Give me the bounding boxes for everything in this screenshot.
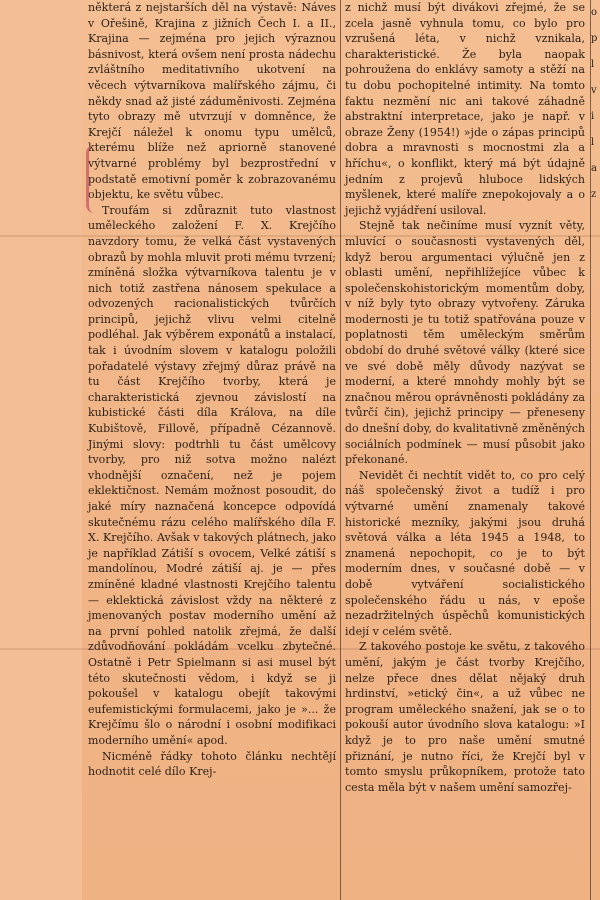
paragraph: některá z nejstarších děl na výstavě: Náves v Ořešině, Krajina z jižních Čech I. a II., Krajina — zejména pro jejich výraznou básnivost, která ovšem není prosta nádechu zvláštního meditativního ukotvení na věcech výtvarníkova malířského zájmu, či někdy snad až jisté záduměnivosti. Zejména tyto obrazy mě utvrzují v domněnce, že Krejčí náležel k onomu typu umělců, kterému blíže než apriorně stanovené výtvarné problémy byl bezprostřední v podstatě emotivní poměr k zobrazovanému objektu, ke světu vůbec. <box>88 1 336 202</box>
paragraph: Z takového postoje ke světu, z takového umění, jakým je část tvorby Krejčího, nelze přece dnes dělat nějaký druh hrdinství, »etický čin«, a už vůbec ne program uměleckého snažení, jak se o to pokouší autor úvodního slova katalogu: »I když je to pro naše umění smutné přiznání, je nutno říci, že Krejčí byl v tomto smyslu průkopníkem, protože tato cesta měla být v našem umění samozřej- <box>345 640 585 794</box>
cut-off-glyph: v <box>591 85 597 96</box>
paragraph: Stejně tak nečiníme musí vyznít věty, mluvící o současnosti vystavených děl, když berou argumentaci výlučně jen z oblasti umění, nepřihlížejíce vůbec k společenskohistorickým momentům doby, v níž byly tyto obrazy vytvořeny. Záruka modernosti je tu totiž spatřována pouze v poplatnosti těm uměleckým směrům období do druhé světové války (které sice ve své době měly důvody nazývat se moderní, a které mnohdy mohly být se značnou měrou oprávněnosti pokládány za tvůrčí čin), jejichž principy — přeneseny do dnešní doby, do kvalitativně změněných sociálních podmínek — musí působit jako překonané. <box>345 219 585 467</box>
paragraph: Nevidět či nechtít vidět to, co pro celý náš společenský život a tudíž i pro výtvarné umění znamenaly takové historické mezníky, jakými jsou druhá světová válka a léta 1945 a 1948, to znamená nepochopit, co je to být moderním dnes, v současné době — v době vytváření socialistického společenského řádu u nás, v epoše nezadržitelných úspěchů komunistických idejí v celém světě. <box>345 468 585 638</box>
paragraph: Troufám si zdůraznit tuto vlastnost uměleckého založení F. X. Krejčího navzdory tomu, že velká část vystavených obrazů by mohla mluvit proti mému tvrzení; zmíněná složka výtvarníkova talentu je v nich totiž zastřena nánosem spekulace a odvozených racionalistických tvůrčích principů, jejichž vlivu velmi citelně podléhal. Jak výběrem exponátů a instalací, tak i úvodním slovem v katalogu položili pořadatelé výstavy zřejmý důraz právě na tu část Krejčího tvorby, která je charakteristická zjevnou závislostí na kubistické části díla Králova, na díle Kubištově, Fillově, případně Cézannově. Jinými slovy: podtrhli tu část umělcovy tvorby, pro niž sotva možno nalézt vhodnější označení, než je pojem eklektičnost. Nemám možnost posoudit, do jaké míry naznačená koncepce odpovídá skutečnému rázu celého malířského díla F. X. Krejčího. Avšak v takových plátnech, jako je například Zátiší s ovocem, Velké zátiší s mandolínou, Modré zátiší aj. je — přes zmíněné kladné vlastnosti Krejčího talentu — eklektická závislost vždy na některé z jmenovaných postav moderního umění až na první pohled natolik zřejmá, že další zdůvodňování pokládám vcelku zbytečné. Ostatně i Petr Spielmann si asi musel být této skutečnosti vědom, i když se ji pokoušel v katalogu obejít takovými eufemistickými formulacemi, jako je »... že Krejčímu šlo o národní i osobní modifikaci moderního umění« apod. <box>88 203 336 747</box>
paragraph: Nicméně řádky tohoto článku nechtějí hodnotit celé dílo Krej- <box>88 749 336 779</box>
cut-off-right-column <box>591 0 600 900</box>
cut-off-glyph: p <box>591 33 598 44</box>
column-rule <box>340 0 341 900</box>
cut-off-glyph: z <box>591 189 597 200</box>
cut-off-glyph: o <box>591 7 598 18</box>
article-column-middle <box>345 0 585 795</box>
cut-off-glyph: a <box>591 163 597 174</box>
cut-off-glyph: i <box>591 111 595 122</box>
cut-off-glyph: l <box>591 59 595 70</box>
clipping-left-margin <box>0 0 82 900</box>
paragraph: z nichž musí být divákovi zřejmé, že se zcela jasně vyhnula tomu, co bylo pro vzrušená léta, v nichž vznikala, charakteristické. Že byla naopak pohroužena do enklávy samoty a stěží na tu dobu pochopitelné intimity. Na tomto faktu nezmění nic ani takové záhadně abstraktní interpretace, jako je např. v obraze Ženy (1954!) »jde o zápas principů dobra a mravnosti s mocnostmi zla a hříchu«, o konflikt, který má být údajně jedním z projevů hluboce lidských myšlenek, které malíře znepokojovaly a o jejichž vyjádření usiloval. <box>345 1 585 217</box>
cut-off-glyph: l <box>591 137 595 148</box>
article-column-left <box>88 0 336 780</box>
red-pencil-mark <box>86 145 98 213</box>
